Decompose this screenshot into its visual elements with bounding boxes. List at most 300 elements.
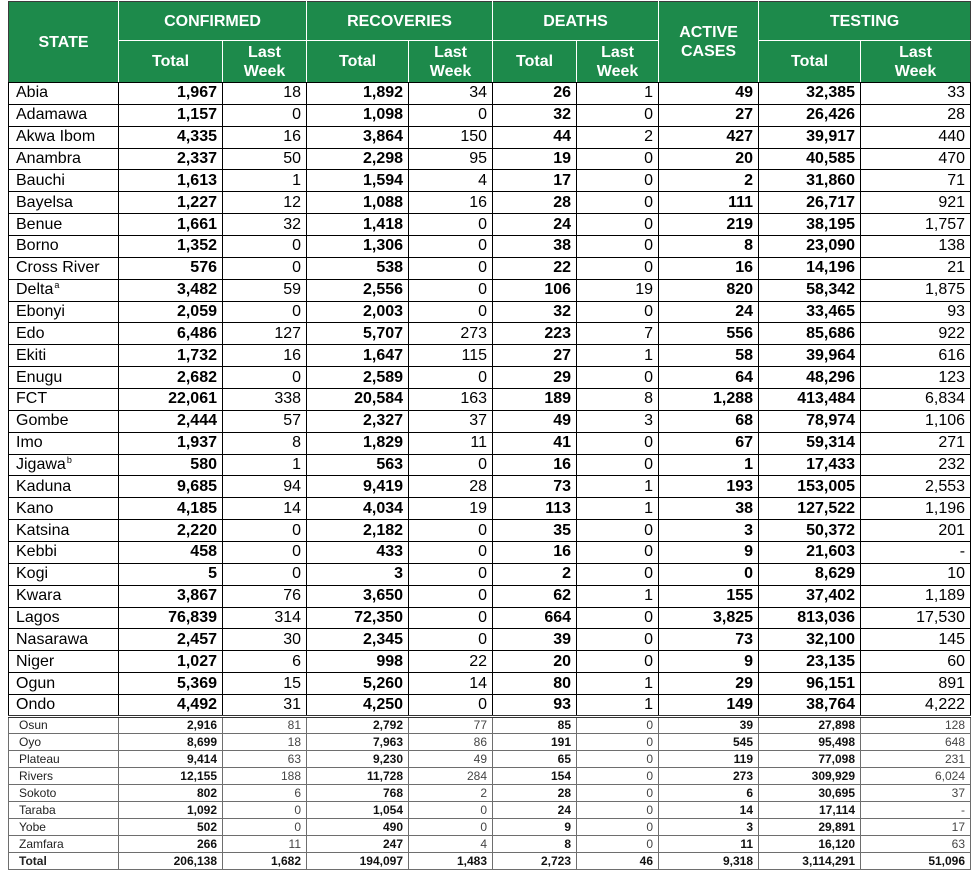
cell-deaths-last-week: 0 — [577, 367, 659, 389]
cell-deaths-total: 29 — [493, 367, 577, 389]
cell-confirmed-last-week: 32 — [223, 214, 307, 236]
table-row — [9, 695, 971, 717]
cell-deaths-total: 2,723 — [493, 852, 577, 869]
cell-testing-total: 85,686 — [759, 323, 861, 345]
cell-deaths-last-week: 19 — [577, 279, 659, 301]
cell-recoveries-last-week: 284 — [409, 767, 493, 784]
cell-deaths-last-week: 0 — [577, 733, 659, 750]
cell-recoveries-total: 768 — [307, 784, 409, 801]
cell-recoveries-total: 72,350 — [307, 607, 409, 629]
cell-confirmed-total: 1,092 — [119, 801, 223, 818]
cell-confirmed-total: 4,185 — [119, 498, 223, 520]
cell-testing-total: 17,114 — [759, 801, 861, 818]
cell-confirmed-last-week: 16 — [223, 126, 307, 148]
cell-deaths-last-week: 0 — [577, 214, 659, 236]
cell-deaths-total: 73 — [493, 476, 577, 498]
cell-state — [9, 733, 119, 750]
cell-state — [9, 818, 119, 835]
cell-state — [9, 498, 119, 520]
cell-deaths-total: 35 — [493, 520, 577, 542]
table-row — [9, 214, 971, 236]
cell-recoveries-last-week: 163 — [409, 389, 493, 411]
cell-testing-last-week: 2,553 — [861, 476, 971, 498]
cell-deaths-last-week: 7 — [577, 323, 659, 345]
cell-confirmed-total: 1,937 — [119, 432, 223, 454]
cell-active-cases: 149 — [659, 695, 759, 717]
state-name: Borno — [16, 237, 59, 255]
cell-testing-total: 32,385 — [759, 83, 861, 105]
cell-deaths-total: 24 — [493, 801, 577, 818]
cell-recoveries-last-week: 0 — [409, 585, 493, 607]
cell-deaths-total: 85 — [493, 716, 577, 733]
cell-active-cases: 1 — [659, 454, 759, 476]
table-row — [9, 410, 971, 432]
cell-testing-total: 16,120 — [759, 835, 861, 852]
cell-testing-last-week: 6,024 — [861, 767, 971, 784]
cell-testing-last-week: 93 — [861, 301, 971, 323]
state-name: Rivers — [19, 768, 54, 783]
cell-active-cases: 24 — [659, 301, 759, 323]
cell-confirmed-total: 1,027 — [119, 651, 223, 673]
cell-confirmed-total: 1,661 — [119, 214, 223, 236]
cell-deaths-last-week: 1 — [577, 585, 659, 607]
cell-active-cases: 39 — [659, 716, 759, 733]
cell-deaths-last-week: 0 — [577, 520, 659, 542]
cell-deaths-last-week: 0 — [577, 629, 659, 651]
cell-recoveries-last-week: 95 — [409, 148, 493, 170]
header-confirmed-total: Total — [119, 41, 223, 83]
header-recoveries-last-week — [409, 41, 493, 83]
cell-active-cases: 219 — [659, 214, 759, 236]
cell-confirmed-total: 8,699 — [119, 733, 223, 750]
cell-deaths-last-week: 0 — [577, 432, 659, 454]
cell-active-cases: 2 — [659, 170, 759, 192]
cell-active-cases: 8 — [659, 236, 759, 258]
cell-state — [9, 389, 119, 411]
state-name: Niger — [16, 652, 55, 670]
cell-deaths-total: 32 — [493, 301, 577, 323]
covid-state-summary-table — [8, 1, 971, 870]
cell-recoveries-total: 1,054 — [307, 801, 409, 818]
cell-active-cases: 9 — [659, 651, 759, 673]
cell-recoveries-total: 1,594 — [307, 170, 409, 192]
table-row — [9, 83, 971, 105]
table-row — [9, 279, 971, 301]
cell-recoveries-total: 5,707 — [307, 323, 409, 345]
cell-confirmed-total: 12,155 — [119, 767, 223, 784]
cell-confirmed-total: 266 — [119, 835, 223, 852]
header-state: STATE — [9, 2, 119, 83]
cell-confirmed-total: 580 — [119, 454, 223, 476]
cell-confirmed-total: 1,157 — [119, 104, 223, 126]
cell-testing-last-week: 922 — [861, 323, 971, 345]
cell-active-cases: 27 — [659, 104, 759, 126]
table-row — [9, 345, 971, 367]
cell-state — [9, 607, 119, 629]
cell-testing-total: 29,891 — [759, 818, 861, 835]
cell-recoveries-last-week: 22 — [409, 651, 493, 673]
cell-testing-last-week: 1,189 — [861, 585, 971, 607]
cell-testing-total: 14,196 — [759, 257, 861, 279]
cell-confirmed-total: 76,839 — [119, 607, 223, 629]
cell-confirmed-total: 5,369 — [119, 673, 223, 695]
cell-testing-last-week: 201 — [861, 520, 971, 542]
cell-recoveries-last-week: 0 — [409, 695, 493, 717]
cell-state — [9, 170, 119, 192]
footnote-marker: a — [54, 280, 60, 291]
cell-active-cases: 73 — [659, 629, 759, 651]
cell-recoveries-last-week: 0 — [409, 563, 493, 585]
cell-confirmed-last-week: 12 — [223, 192, 307, 214]
cell-confirmed-last-week: 76 — [223, 585, 307, 607]
table-row — [9, 716, 971, 733]
cell-recoveries-total: 20,584 — [307, 389, 409, 411]
cell-testing-last-week: 145 — [861, 629, 971, 651]
cell-confirmed-last-week: 0 — [223, 236, 307, 258]
cell-deaths-total: 41 — [493, 432, 577, 454]
cell-confirmed-total: 2,444 — [119, 410, 223, 432]
cell-recoveries-total: 1,829 — [307, 432, 409, 454]
table-row — [9, 104, 971, 126]
cell-active-cases: 49 — [659, 83, 759, 105]
cell-recoveries-total: 3 — [307, 563, 409, 585]
cell-active-cases: 16 — [659, 257, 759, 279]
cell-active-cases: 14 — [659, 801, 759, 818]
cell-deaths-total: 65 — [493, 750, 577, 767]
cell-state — [9, 476, 119, 498]
header-row-groups — [9, 2, 971, 41]
state-name: Kwara — [16, 587, 62, 605]
cell-confirmed-total: 206,138 — [119, 852, 223, 869]
cell-testing-total: 21,603 — [759, 542, 861, 564]
cell-active-cases: 11 — [659, 835, 759, 852]
cell-confirmed-last-week: 16 — [223, 345, 307, 367]
cell-recoveries-total: 1,892 — [307, 83, 409, 105]
table-row — [9, 607, 971, 629]
cell-state — [9, 236, 119, 258]
cell-testing-total: 413,484 — [759, 389, 861, 411]
cell-testing-total: 58,342 — [759, 279, 861, 301]
cell-recoveries-last-week: 1,483 — [409, 852, 493, 869]
cell-recoveries-total: 998 — [307, 651, 409, 673]
table-row — [9, 323, 971, 345]
cell-recoveries-total: 9,419 — [307, 476, 409, 498]
state-name: Lagos — [16, 609, 60, 627]
cell-deaths-total: 28 — [493, 784, 577, 801]
cell-state — [9, 214, 119, 236]
cell-confirmed-last-week: 0 — [223, 563, 307, 585]
cell-confirmed-total: 2,916 — [119, 716, 223, 733]
cell-active-cases: 9 — [659, 542, 759, 564]
state-name: Ebonyi — [16, 303, 65, 321]
cell-recoveries-total: 2,298 — [307, 148, 409, 170]
state-name: Bauchi — [16, 171, 65, 189]
cell-recoveries-last-week: 0 — [409, 257, 493, 279]
state-name: Nasarawa — [16, 630, 89, 648]
header-recoveries: RECOVERIES — [307, 2, 493, 41]
cell-testing-total: 8,629 — [759, 563, 861, 585]
header-testing-last-week — [861, 41, 971, 83]
cell-recoveries-total: 2,589 — [307, 367, 409, 389]
cell-deaths-last-week: 1 — [577, 498, 659, 520]
cell-testing-total: 38,764 — [759, 695, 861, 717]
cell-testing-last-week: 10 — [861, 563, 971, 585]
header-deaths-last-week — [577, 41, 659, 83]
cell-deaths-total: 28 — [493, 192, 577, 214]
cell-recoveries-last-week: 115 — [409, 345, 493, 367]
table-row — [9, 192, 971, 214]
cell-recoveries-last-week: 86 — [409, 733, 493, 750]
cell-confirmed-last-week: 11 — [223, 835, 307, 852]
cell-deaths-last-week: 0 — [577, 104, 659, 126]
cell-confirmed-last-week: 18 — [223, 733, 307, 750]
cell-testing-total: 31,860 — [759, 170, 861, 192]
cell-confirmed-last-week: 15 — [223, 673, 307, 695]
cell-deaths-total: 32 — [493, 104, 577, 126]
cell-confirmed-last-week: 314 — [223, 607, 307, 629]
cell-testing-last-week: 891 — [861, 673, 971, 695]
cell-state — [9, 784, 119, 801]
cell-confirmed-total: 1,967 — [119, 83, 223, 105]
cell-testing-total: 309,929 — [759, 767, 861, 784]
cell-deaths-last-week: 0 — [577, 192, 659, 214]
cell-confirmed-last-week: 30 — [223, 629, 307, 651]
cell-confirmed-last-week: 50 — [223, 148, 307, 170]
cell-confirmed-total: 2,457 — [119, 629, 223, 651]
cell-deaths-last-week: 0 — [577, 801, 659, 818]
cell-deaths-total: 20 — [493, 651, 577, 673]
cell-recoveries-total: 1,088 — [307, 192, 409, 214]
cell-recoveries-total: 2,556 — [307, 279, 409, 301]
cell-confirmed-total: 802 — [119, 784, 223, 801]
cell-recoveries-total: 4,250 — [307, 695, 409, 717]
cell-confirmed-last-week: 57 — [223, 410, 307, 432]
cell-confirmed-last-week: 338 — [223, 389, 307, 411]
cell-recoveries-total: 4,034 — [307, 498, 409, 520]
cell-testing-last-week: 921 — [861, 192, 971, 214]
cell-confirmed-last-week: 6 — [223, 784, 307, 801]
cell-deaths-last-week: 0 — [577, 651, 659, 673]
cell-recoveries-total: 538 — [307, 257, 409, 279]
cell-testing-last-week: 128 — [861, 716, 971, 733]
cell-state — [9, 192, 119, 214]
cell-state — [9, 651, 119, 673]
cell-state — [9, 432, 119, 454]
cell-testing-total: 26,426 — [759, 104, 861, 126]
cell-testing-last-week: 33 — [861, 83, 971, 105]
state-name: Kano — [16, 499, 54, 517]
table-row — [9, 733, 971, 750]
state-name: Cross River — [16, 259, 100, 277]
cell-deaths-last-week: 0 — [577, 454, 659, 476]
cell-state — [9, 801, 119, 818]
cell-deaths-total: 664 — [493, 607, 577, 629]
cell-deaths-last-week: 0 — [577, 716, 659, 733]
cell-testing-last-week: 1,875 — [861, 279, 971, 301]
cell-confirmed-total: 22,061 — [119, 389, 223, 411]
cell-state — [9, 454, 119, 476]
cell-recoveries-total: 563 — [307, 454, 409, 476]
cell-recoveries-last-week: 4 — [409, 170, 493, 192]
header-deaths: DEATHS — [493, 2, 659, 41]
cell-confirmed-total: 1,732 — [119, 345, 223, 367]
cell-confirmed-last-week: 1 — [223, 454, 307, 476]
cell-deaths-last-week: 1 — [577, 695, 659, 717]
cell-confirmed-total: 4,492 — [119, 695, 223, 717]
cell-recoveries-last-week: 11 — [409, 432, 493, 454]
cell-deaths-last-week: 0 — [577, 170, 659, 192]
cell-deaths-last-week: 0 — [577, 257, 659, 279]
cell-state — [9, 323, 119, 345]
cell-confirmed-last-week: 8 — [223, 432, 307, 454]
cell-confirmed-total: 1,613 — [119, 170, 223, 192]
cell-recoveries-total: 9,230 — [307, 750, 409, 767]
cell-state — [9, 520, 119, 542]
state-name: Adamawa — [16, 106, 88, 124]
cell-deaths-total: 49 — [493, 410, 577, 432]
cell-recoveries-total: 1,418 — [307, 214, 409, 236]
cell-state — [9, 126, 119, 148]
cell-confirmed-total: 4,335 — [119, 126, 223, 148]
cell-recoveries-last-week: 150 — [409, 126, 493, 148]
table-row — [9, 236, 971, 258]
cell-confirmed-last-week: 1,682 — [223, 852, 307, 869]
cell-testing-total: 27,898 — [759, 716, 861, 733]
cell-recoveries-last-week: 0 — [409, 367, 493, 389]
cell-confirmed-last-week: 94 — [223, 476, 307, 498]
cell-testing-total: 153,005 — [759, 476, 861, 498]
header-confirmed: CONFIRMED — [119, 2, 307, 41]
cell-recoveries-last-week: 49 — [409, 750, 493, 767]
cell-testing-total: 59,314 — [759, 432, 861, 454]
state-name: Kogi — [16, 565, 49, 583]
cell-deaths-total: 62 — [493, 585, 577, 607]
cell-confirmed-last-week: 0 — [223, 801, 307, 818]
cell-active-cases: 427 — [659, 126, 759, 148]
cell-active-cases: 1,288 — [659, 389, 759, 411]
cell-active-cases: 193 — [659, 476, 759, 498]
cell-recoveries-total: 5,260 — [307, 673, 409, 695]
cell-deaths-total: 106 — [493, 279, 577, 301]
cell-deaths-last-week: 8 — [577, 389, 659, 411]
cell-confirmed-total: 5 — [119, 563, 223, 585]
cell-deaths-last-week: 1 — [577, 83, 659, 105]
cell-deaths-last-week: 1 — [577, 345, 659, 367]
cell-testing-last-week: 616 — [861, 345, 971, 367]
cell-recoveries-last-week: 37 — [409, 410, 493, 432]
cell-testing-total: 48,296 — [759, 367, 861, 389]
cell-recoveries-last-week: 14 — [409, 673, 493, 695]
cell-state — [9, 279, 119, 301]
cell-recoveries-total: 1,098 — [307, 104, 409, 126]
cell-confirmed-last-week: 14 — [223, 498, 307, 520]
cell-recoveries-last-week: 0 — [409, 301, 493, 323]
cell-recoveries-last-week: 0 — [409, 520, 493, 542]
cell-state — [9, 835, 119, 852]
cell-recoveries-total: 1,647 — [307, 345, 409, 367]
cell-active-cases: 58 — [659, 345, 759, 367]
cell-recoveries-last-week: 19 — [409, 498, 493, 520]
cell-deaths-total: 223 — [493, 323, 577, 345]
state-rows-continued — [9, 716, 971, 852]
cell-deaths-total: 24 — [493, 214, 577, 236]
cell-recoveries-total: 194,097 — [307, 852, 409, 869]
cell-deaths-total: 9 — [493, 818, 577, 835]
cell-confirmed-total: 2,220 — [119, 520, 223, 542]
cell-state — [9, 716, 119, 733]
cell-recoveries-total: 7,963 — [307, 733, 409, 750]
footnote-marker: b — [66, 455, 72, 466]
cell-testing-total: 23,135 — [759, 651, 861, 673]
cell-confirmed-total: 9,414 — [119, 750, 223, 767]
cell-recoveries-last-week: 0 — [409, 214, 493, 236]
cell-state — [9, 542, 119, 564]
cell-deaths-last-week: 0 — [577, 607, 659, 629]
cell-active-cases: 0 — [659, 563, 759, 585]
cell-state — [9, 148, 119, 170]
cell-testing-total: 33,465 — [759, 301, 861, 323]
cell-deaths-total: 39 — [493, 629, 577, 651]
cell-recoveries-total: 433 — [307, 542, 409, 564]
table-row — [9, 801, 971, 818]
cell-deaths-last-week: 46 — [577, 852, 659, 869]
cell-state — [9, 767, 119, 784]
table-row — [9, 835, 971, 852]
cell-confirmed-last-week: 31 — [223, 695, 307, 717]
cell-testing-last-week: 1,757 — [861, 214, 971, 236]
state-name: Jigawa — [16, 456, 66, 474]
cell-active-cases: 6 — [659, 784, 759, 801]
header-testing-total: Total — [759, 41, 861, 83]
table-row — [9, 673, 971, 695]
cell-testing-total: 3,114,291 — [759, 852, 861, 869]
cell-recoveries-last-week: 0 — [409, 818, 493, 835]
cell-deaths-total: 2 — [493, 563, 577, 585]
cell-recoveries-last-week: 0 — [409, 607, 493, 629]
cell-confirmed-last-week: 1 — [223, 170, 307, 192]
state-name: Enugu — [16, 368, 63, 386]
cell-testing-last-week: 271 — [861, 432, 971, 454]
cell-state — [9, 585, 119, 607]
table-row — [9, 367, 971, 389]
cell-deaths-total: 26 — [493, 83, 577, 105]
cell-recoveries-total: 11,728 — [307, 767, 409, 784]
cell-state — [9, 83, 119, 105]
cell-active-cases: 3 — [659, 520, 759, 542]
table-row — [9, 301, 971, 323]
state-name: Ogun — [16, 674, 56, 692]
state-name: Kebbi — [16, 543, 57, 561]
cell-recoveries-total: 3,650 — [307, 585, 409, 607]
cell-active-cases: 820 — [659, 279, 759, 301]
header-last-week-label: Last Week — [243, 43, 286, 80]
cell-state — [9, 367, 119, 389]
cell-testing-total: 95,498 — [759, 733, 861, 750]
cell-confirmed-last-week: 188 — [223, 767, 307, 784]
cell-active-cases: 155 — [659, 585, 759, 607]
cell-confirmed-total: 9,685 — [119, 476, 223, 498]
cell-confirmed-last-week: 18 — [223, 83, 307, 105]
cell-recoveries-last-week: 16 — [409, 192, 493, 214]
table-row — [9, 651, 971, 673]
cell-testing-last-week: 17 — [861, 818, 971, 835]
cell-testing-last-week: 4,222 — [861, 695, 971, 717]
cell-recoveries-last-week: 4 — [409, 835, 493, 852]
table-row — [9, 818, 971, 835]
cell-state — [9, 673, 119, 695]
cell-deaths-last-week: 0 — [577, 301, 659, 323]
cell-confirmed-last-week: 59 — [223, 279, 307, 301]
